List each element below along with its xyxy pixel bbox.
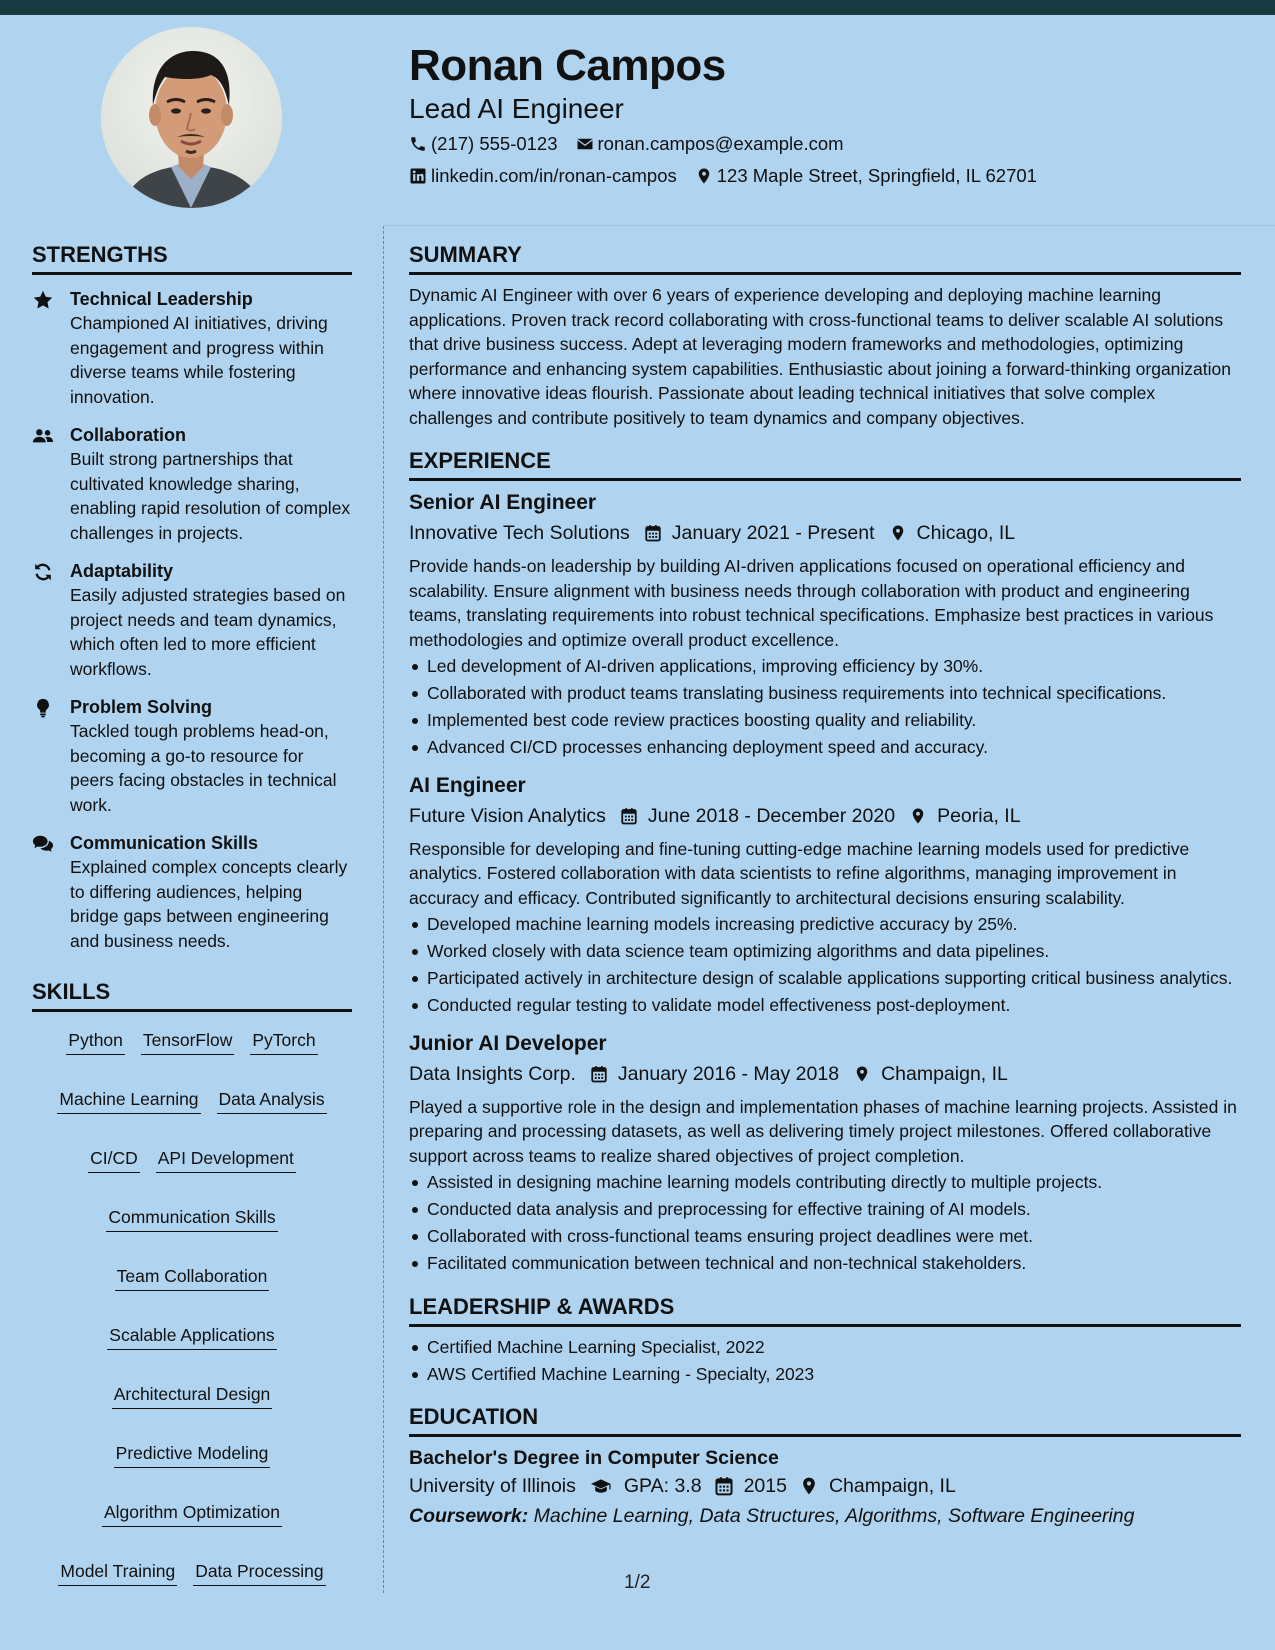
job-entry (409, 1030, 1241, 1276)
column-divider (383, 226, 384, 1593)
comments-icon (32, 833, 54, 855)
skill-tag: CI/CD (88, 1146, 140, 1173)
top-bar (0, 0, 1275, 15)
job-location: Peoria, IL (937, 804, 1021, 827)
linkedin-text: linkedin.com/in/ronan-campos (431, 165, 677, 186)
job-description: Provide hands-on leadership by building AI-driven applications focused on operational efficiency and scalability. Ensure alignment with business needs through collaboration with product and engineering teams, translating requirements into robust technical specifications. Emphasize best practices in various methodologies and optimize overall product excellence. (409, 556, 1214, 650)
list-item: Led development of AI-driven applications, improving efficiency by 30%. (409, 654, 1241, 679)
sync-icon (32, 561, 54, 583)
contact-row-1 (409, 132, 1249, 156)
map-marker-icon (695, 167, 713, 185)
strength-title: Technical Leadership (70, 289, 253, 309)
phone-icon (409, 135, 427, 153)
skill-tag: API Development (156, 1146, 296, 1173)
coursework (409, 1503, 1241, 1529)
job-meta (409, 803, 1241, 829)
email-text: ronan.campos@example.com (597, 133, 844, 154)
strength-desc: Easily adjusted strategies based on project needs and team dynamics, which often led to more efficient workflows. (70, 585, 346, 679)
candidate-name: Ronan Campos (409, 41, 726, 90)
strength-item (32, 831, 352, 953)
map-marker-icon (853, 1065, 871, 1083)
list-item: Developed machine learning models increasing predictive accuracy by 25%. (409, 912, 1241, 937)
summary-title: SUMMARY (409, 242, 1241, 275)
map-marker-icon (889, 524, 907, 542)
skill-tag: Algorithm Optimization (102, 1500, 282, 1527)
job-company: Future Vision Analytics (409, 804, 606, 827)
list-item: Facilitated communication between technical and non-technical stakeholders. (409, 1251, 1241, 1276)
summary-text: Dynamic AI Engineer with over 6 years of experience developing and deploying machine learning applications. Proven track record collaborating with cross-functional teams to deliver scalable AI solutions that drive business success. Adept at leveraging modern frameworks and methodologies, optimizing performance and enhancing system capabilities. Enthusiastic about joining a forward-thinking organization where innovative ideas flourish. Passionate about leading technical initiatives that solve complex challenges and contribute positively to team dynamics and company objectives. (409, 285, 1232, 428)
list-item: Certified Machine Learning Specialist, 2022 (409, 1335, 1241, 1360)
coursework-label: Coursework: (409, 1505, 529, 1527)
strengths-title: STRENGTHS (32, 242, 352, 275)
strength-desc: Explained complex concepts clearly to differing audiences, helping bridge gaps between engineering and business needs. (70, 857, 348, 951)
coursework-text: Machine Learning, Data Structures, Algorithms, Software Engineering (533, 1505, 1135, 1527)
list-item: Collaborated with cross-functional teams ensuring project deadlines were met. (409, 1224, 1241, 1249)
job-bullets (409, 1170, 1241, 1276)
skill-tag: Data Processing (193, 1559, 325, 1586)
education-meta (409, 1473, 1241, 1499)
strength-desc: Championed AI initiatives, driving engagement and progress within diverse teams while fostering innovation. (70, 313, 328, 407)
skill-tag: Communication Skills (106, 1205, 277, 1232)
skill-tag: Predictive Modeling (114, 1441, 271, 1468)
contact-address (695, 164, 1037, 188)
map-marker-icon (909, 807, 927, 825)
skill-tag: Architectural Design (112, 1382, 273, 1409)
calendar-icon (590, 1065, 608, 1083)
resume-header (409, 40, 1249, 188)
job-meta (409, 1061, 1241, 1087)
skills-title: SKILLS (32, 979, 352, 1012)
school-name: University of Illinois (409, 1475, 576, 1497)
contact-row-2 (409, 164, 1249, 188)
list-item: Participated actively in architecture design of scalable applications supporting critical business analytics. (409, 966, 1241, 991)
phone-text: (217) 555-0123 (431, 133, 558, 154)
calendar-icon (620, 807, 638, 825)
header-divider (384, 225, 1275, 226)
job-title: Junior AI Developer (409, 1031, 607, 1055)
strength-title: Adaptability (70, 561, 174, 581)
skill-tag: PyTorch (250, 1028, 317, 1055)
strength-title: Communication Skills (70, 833, 259, 853)
list-item: Implemented best code review practices boosting quality and reliability. (409, 708, 1241, 733)
linkedin-icon (409, 167, 427, 185)
graduation-year: 2015 (743, 1475, 787, 1497)
job-dates: June 2018 - December 2020 (647, 804, 896, 827)
users-icon (32, 425, 54, 447)
job-dates: January 2021 - Present (671, 522, 875, 544)
skills-list (32, 1024, 352, 1586)
skill-tag: Data Analysis (217, 1087, 327, 1114)
strength-desc: Built strong partnerships that cultivated knowledge sharing, enabling rapid resolution of complex challenges in projects. (70, 449, 351, 543)
degree: Bachelor's Degree in Computer Science (409, 1447, 779, 1469)
contact-linkedin[interactable] (409, 164, 677, 188)
awards-list (409, 1335, 1241, 1387)
job-description: Played a supportive role in the design and implementation phases of machine learning projects. Assisted in preparing and processing datasets, as well as delivering timely project milestones. Offered collaborative support across teams to realize shared objectives of project completion. (409, 1096, 1237, 1166)
address-text: 123 Maple Street, Springfield, IL 62701 (716, 165, 1037, 186)
awards-title: LEADERSHIP & AWARDS (409, 1294, 1241, 1327)
left-column (32, 242, 352, 1586)
gpa: GPA: 3.8 (623, 1475, 702, 1497)
strength-title: Problem Solving (70, 697, 213, 717)
job-meta (409, 520, 1241, 546)
profile-photo (101, 27, 282, 208)
candidate-role: Lead AI Engineer (409, 93, 624, 124)
education-title: EDUCATION (409, 1404, 1241, 1437)
job-title: AI Engineer (409, 773, 526, 797)
experience-title: EXPERIENCE (409, 448, 1241, 481)
lightbulb-icon (32, 697, 54, 719)
strength-title: Collaboration (70, 425, 186, 445)
calendar-icon (714, 1476, 734, 1496)
list-item: Conducted regular testing to validate model effectiveness post-deployment. (409, 993, 1241, 1018)
list-item: Worked closely with data science team optimizing algorithms and data pipelines. (409, 939, 1241, 964)
contact-email[interactable] (576, 132, 844, 156)
right-column (409, 242, 1241, 1529)
skill-tag: Scalable Applications (107, 1323, 276, 1350)
job-company: Innovative Tech Solutions (409, 522, 630, 544)
strength-item (32, 423, 352, 545)
job-bullets (409, 654, 1241, 760)
graduation-cap-icon (588, 1476, 614, 1496)
strength-item (32, 559, 352, 681)
job-entry (409, 772, 1241, 1018)
strength-desc: Tackled tough problems head-on, becoming a go-to resource for peers facing obstacles in technical work. (70, 721, 337, 815)
job-bullets (409, 912, 1241, 1018)
skill-tag: Team Collaboration (115, 1264, 270, 1291)
job-dates: January 2016 - May 2018 (617, 1062, 840, 1085)
strength-item (32, 287, 352, 409)
skill-tag: Python (66, 1028, 124, 1055)
strength-item (32, 695, 352, 817)
school-location: Champaign, IL (828, 1475, 956, 1497)
star-icon (32, 289, 54, 311)
envelope-icon (576, 135, 594, 153)
skill-tag: Machine Learning (57, 1087, 200, 1114)
skill-tag: Model Training (58, 1559, 177, 1586)
job-entry (409, 489, 1241, 760)
map-marker-icon (799, 1476, 819, 1496)
list-item: Conducted data analysis and preprocessing for effective training of AI models. (409, 1197, 1241, 1222)
job-location: Chicago, IL (916, 522, 1016, 544)
job-title: Senior AI Engineer (409, 491, 597, 514)
calendar-icon (644, 524, 662, 542)
job-company: Data Insights Corp. (409, 1062, 576, 1085)
job-location: Champaign, IL (881, 1062, 1008, 1085)
list-item: Advanced CI/CD processes enhancing deployment speed and accuracy. (409, 735, 1241, 760)
list-item: Collaborated with product teams translating business requirements into technical specifications. (409, 681, 1241, 706)
skill-tag: TensorFlow (141, 1028, 234, 1055)
list-item: Assisted in designing machine learning models contributing directly to multiple projects. (409, 1170, 1241, 1195)
job-description: Responsible for developing and fine-tuning cutting-edge machine learning models used for predictive analytics. Fostered collaboration with data scientists to refine algorithms, managing improvement in accuracy and efficacy. Contributed significantly to architectural decisions ensuring scalability. (409, 838, 1190, 908)
page-number: 1/2 (624, 1572, 651, 1593)
list-item: AWS Certified Machine Learning - Specialty, 2023 (409, 1362, 1241, 1387)
contact-phone[interactable] (409, 132, 558, 156)
